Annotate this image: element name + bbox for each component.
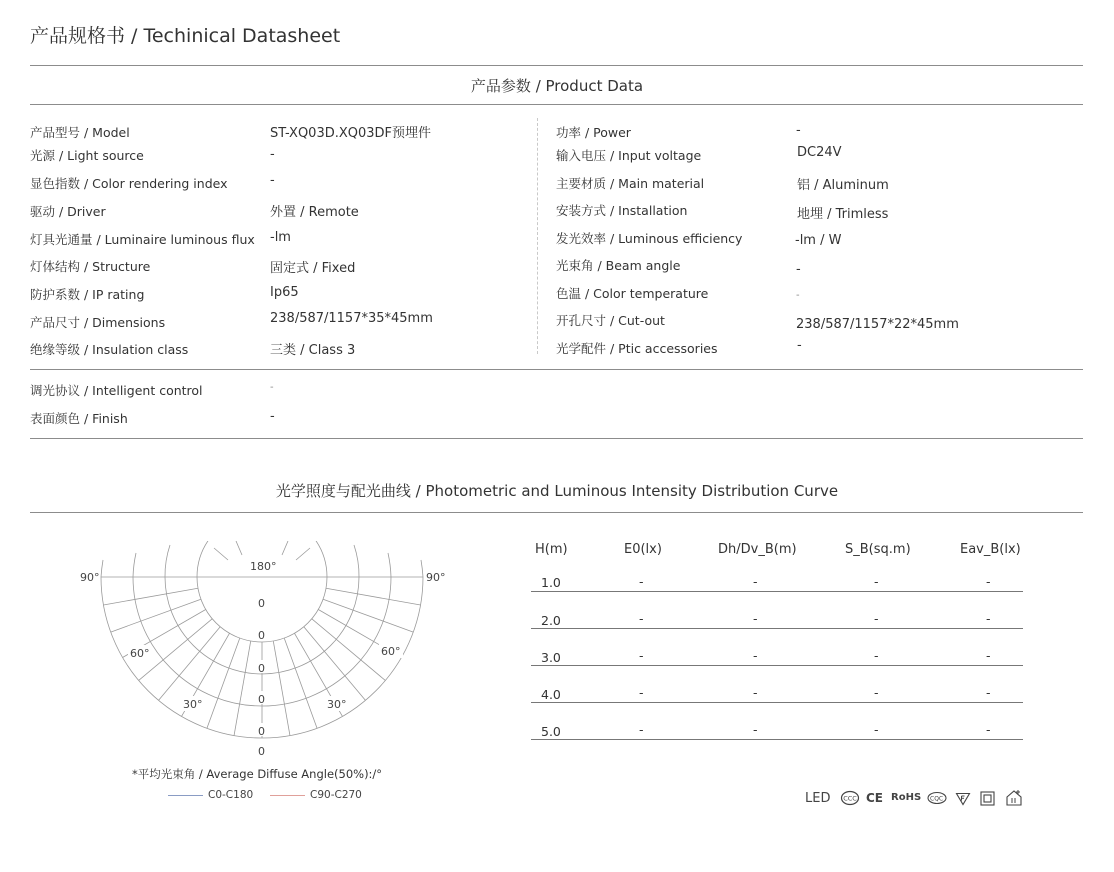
spec-label: 开孔尺寸 / Cut-out xyxy=(556,313,665,328)
page-title: 产品规格书 / Techinical Datasheet xyxy=(30,25,341,47)
spec-label: 表面颜色 / Finish xyxy=(30,411,128,426)
product-data-title: 产品参数 / Product Data xyxy=(470,77,644,95)
spec-value: 固定式 / Fixed xyxy=(270,261,356,276)
spec-value: - xyxy=(796,123,801,138)
table-cell: 5.0 xyxy=(541,724,561,739)
polar-ring-upper xyxy=(197,538,210,577)
legend-swatch-c0 xyxy=(168,795,203,796)
polar-ring-upper xyxy=(314,538,327,577)
radial-label: 0 xyxy=(258,693,265,706)
spec-label: 安装方式 / Installation xyxy=(556,203,688,218)
polar-spoke xyxy=(234,641,251,736)
photometric-title: 光学照度与配光曲线 / Photometric and Luminous Intensity Distribution Curve xyxy=(275,482,839,500)
table-cell: - xyxy=(753,685,758,700)
legend-swatch-c90 xyxy=(270,795,305,796)
polar-ring-upper xyxy=(101,560,103,577)
table-cell: - xyxy=(874,648,879,663)
spec-label: 灯体结构 / Structure xyxy=(30,259,151,274)
polar-spoke-upper xyxy=(296,548,310,560)
spec-value: -lm / W xyxy=(795,233,842,248)
ccc-text: CCC xyxy=(843,794,857,803)
polar-spoke xyxy=(284,638,317,728)
table-header: H(m) xyxy=(535,542,568,557)
spec-value: -lm xyxy=(270,230,291,245)
table-cell: - xyxy=(753,648,758,663)
table-row-divider xyxy=(531,628,1023,629)
spec-value: - xyxy=(270,173,275,188)
angle-label-30-right: 30° xyxy=(327,698,347,711)
divider xyxy=(30,369,1083,370)
cqc-text: CQC xyxy=(930,795,944,803)
spec-value: - xyxy=(270,382,274,393)
table-header: Dh/Dv_B(m) xyxy=(718,542,797,557)
table-header: Eav_B(lx) xyxy=(960,542,1021,557)
table-cell: - xyxy=(753,611,758,626)
polar-spoke xyxy=(103,588,198,605)
table-cell: - xyxy=(639,648,644,663)
polar-spoke-upper xyxy=(282,541,288,555)
table-cell: - xyxy=(753,574,758,589)
divider xyxy=(30,104,1083,105)
angle-label-90-right: 90° xyxy=(426,571,446,584)
spec-label: 产品型号 / Model xyxy=(30,125,130,140)
spec-label: 绝缘等级 / Insulation class xyxy=(30,342,189,357)
table-row-divider xyxy=(531,665,1023,666)
class-ii-icon xyxy=(980,791,995,806)
table-row-divider xyxy=(531,702,1023,703)
table-row-divider xyxy=(531,739,1023,740)
table-cell: - xyxy=(986,574,991,589)
spec-value: - xyxy=(797,338,802,353)
table-cell: 3.0 xyxy=(541,650,561,665)
table-cell: - xyxy=(874,685,879,700)
radial-label: 0 xyxy=(258,745,265,758)
polar-ring-upper xyxy=(165,545,170,577)
ip-class-icon xyxy=(1004,789,1024,807)
spec-value: DC24V xyxy=(797,145,842,160)
table-row-divider xyxy=(531,591,1023,592)
spec-label: 显色指数 / Color rendering index xyxy=(30,176,228,191)
spec-label: 发光效率 / Luminous efficiency xyxy=(556,231,743,246)
table-cell: - xyxy=(874,722,879,737)
cqc-icon xyxy=(927,791,947,805)
table-cell: - xyxy=(753,722,758,737)
ce-mark: CE xyxy=(866,791,884,805)
polar-ring-upper xyxy=(388,553,391,577)
table-cell: - xyxy=(639,722,644,737)
polar-ring-upper xyxy=(133,553,136,577)
spec-label: 驱动 / Driver xyxy=(30,204,106,219)
table-cell: - xyxy=(874,574,879,589)
radial-label: 0 xyxy=(258,629,265,642)
radial-label: 0 xyxy=(258,725,265,738)
polar-spoke xyxy=(207,638,240,728)
table-cell: - xyxy=(639,685,644,700)
polar-spoke-upper xyxy=(236,541,242,555)
spec-value: 铝 / Aluminum xyxy=(797,178,889,193)
angle-label-90-left: 90° xyxy=(80,571,100,584)
table-cell: - xyxy=(986,685,991,700)
led-mark: LED xyxy=(805,791,831,806)
legend-label-c90: C90-C270 xyxy=(310,789,362,801)
table-cell: 4.0 xyxy=(541,687,561,702)
radial-label: 0 xyxy=(258,662,265,675)
polar-spoke xyxy=(111,599,201,632)
spec-value: 238/587/1157*35*45mm xyxy=(270,311,433,326)
angle-label-180: 180° xyxy=(250,560,277,573)
spec-label: 光学配件 / Ptic accessories xyxy=(556,341,718,356)
table-cell: - xyxy=(639,574,644,589)
radial-label: 0 xyxy=(258,597,265,610)
polar-spoke xyxy=(323,599,413,632)
angle-label-60-right: 60° xyxy=(381,645,401,658)
spec-label: 功率 / Power xyxy=(556,125,631,140)
polar-spoke xyxy=(326,588,421,605)
spec-label: 灯具光通量 / Luminaire luminous flux xyxy=(30,232,255,247)
polar-spoke-upper xyxy=(214,548,228,560)
legend-label-c0: C0-C180 xyxy=(208,789,254,801)
polar-spoke xyxy=(273,641,290,736)
spec-label: 主要材质 / Main material xyxy=(556,176,705,191)
spec-label: 光源 / Light source xyxy=(30,148,144,163)
table-cell: 2.0 xyxy=(541,613,561,628)
divider xyxy=(30,512,1083,513)
spec-label: 产品尺寸 / Dimensions xyxy=(30,315,166,330)
table-cell: - xyxy=(986,611,991,626)
spec-value: Ip65 xyxy=(270,285,299,300)
spec-value: - xyxy=(270,409,275,424)
table-cell: - xyxy=(986,722,991,737)
ccc-icon xyxy=(840,790,860,806)
f-mark-icon xyxy=(955,792,971,806)
rohs-mark: RoHS xyxy=(891,792,922,803)
spec-label: 色温 / Color temperature xyxy=(556,286,709,301)
polar-distribution-chart xyxy=(60,535,480,765)
table-header: S_B(sq.m) xyxy=(845,542,911,557)
spec-label: 防护系数 / IP rating xyxy=(30,287,145,302)
spec-value: 238/587/1157*22*45mm xyxy=(796,317,959,332)
spec-value: 地埋 / Trimless xyxy=(797,207,889,222)
spec-label: 输入电压 / Input voltage xyxy=(556,148,702,163)
spec-label: 光束角 / Beam angle xyxy=(556,258,681,273)
table-cell: - xyxy=(639,611,644,626)
angle-label-30-left: 30° xyxy=(183,698,203,711)
average-diffuse-angle-note: *平均光束角 / Average Diffuse Angle(50%):/° xyxy=(132,767,383,781)
spec-value: - xyxy=(796,290,800,301)
table-header: E0(lx) xyxy=(624,542,662,557)
polar-ring-upper xyxy=(354,545,359,577)
table-cell: - xyxy=(874,611,879,626)
spec-label: 调光协议 / Intelligent control xyxy=(30,383,203,398)
column-divider xyxy=(537,118,538,354)
spec-value: - xyxy=(270,147,275,162)
angle-label-60-left: 60° xyxy=(130,647,150,660)
spec-value: 三类 / Class 3 xyxy=(270,343,356,358)
divider xyxy=(30,65,1083,66)
table-cell: - xyxy=(986,648,991,663)
table-cell: 1.0 xyxy=(541,575,561,590)
polar-ring-upper xyxy=(421,560,423,577)
spec-value: - xyxy=(796,262,801,277)
divider xyxy=(30,438,1083,439)
spec-value: 外置 / Remote xyxy=(270,205,359,220)
spec-value: ST-XQ03D.XQ03DF预埋件 xyxy=(270,126,432,141)
